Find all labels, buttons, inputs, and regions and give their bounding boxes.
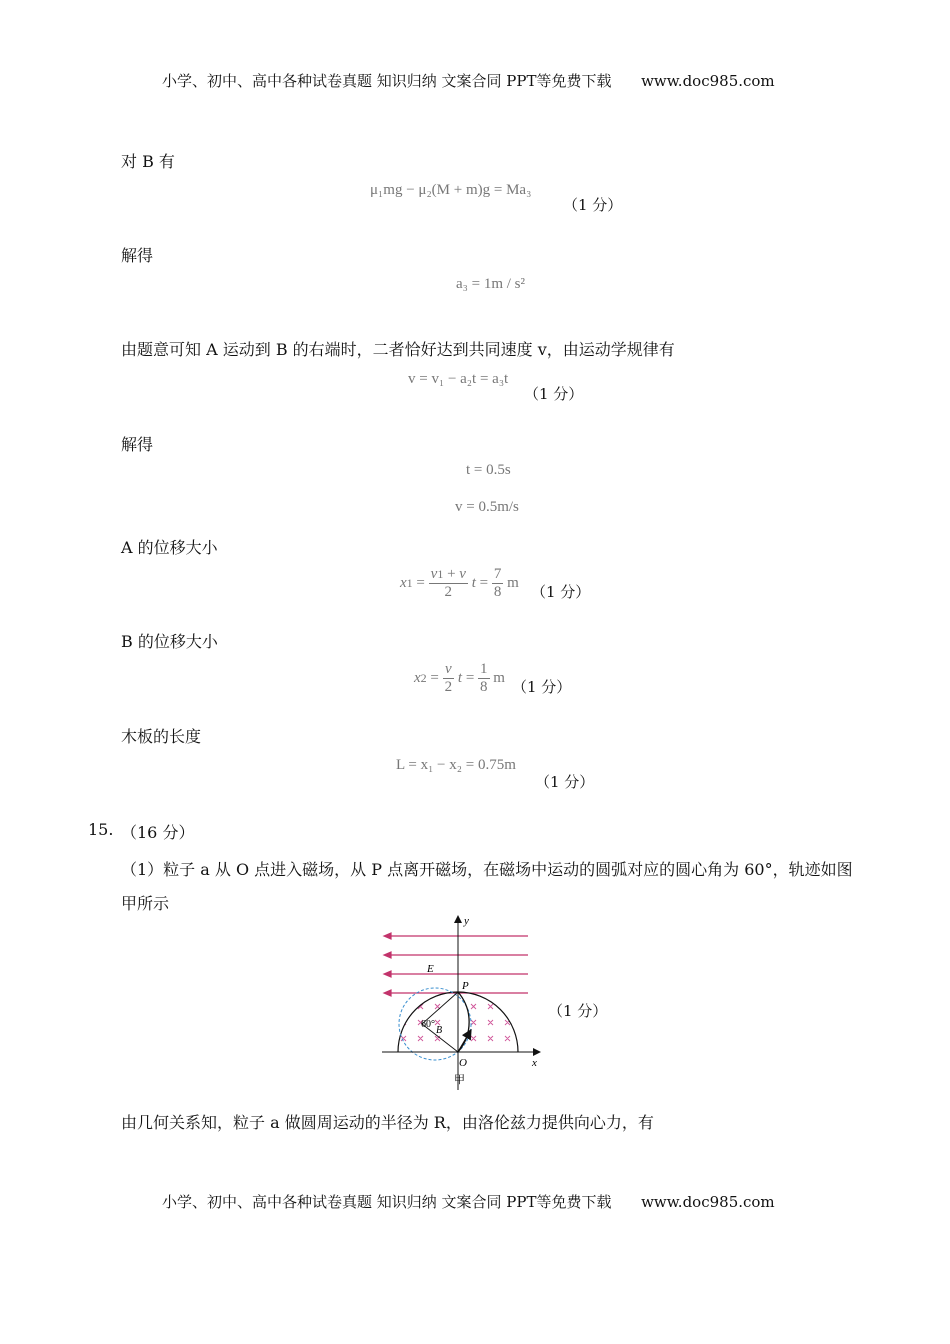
page-footer	[162, 1191, 775, 1212]
score-label: （1 分）	[563, 196, 623, 214]
equation-time: t = 0.5s	[466, 462, 511, 478]
score-label: （1 分）	[512, 678, 572, 696]
text-for-b: 对 B 有	[121, 152, 175, 171]
text-a-displacement: A 的位移大小	[121, 538, 218, 557]
score-label: （1 分）	[548, 1002, 608, 1020]
footer-text: 小学、初中、高中各种试卷真题 知识归纳 文案合同 PPT等免费下载	[162, 1193, 612, 1211]
text-geometry-relation: 由几何关系知，粒子 a 做圆周运动的半径为 R，由洛伦兹力提供向心力，有	[121, 1113, 654, 1132]
score-label: （1 分）	[531, 583, 591, 601]
score-label: （1 分）	[535, 773, 595, 791]
equation-force-b: μ₁mg − μ₂(M + m)g = Ma₃	[370, 182, 532, 198]
q15-part1-cont: 甲所示	[121, 894, 170, 913]
equation-velocity: v = v₁ − a₂t = a₃t	[408, 371, 509, 387]
equation-length: L = x₁ − x₂ = 0.75m	[396, 757, 516, 773]
figure-magnetic-field	[376, 912, 546, 1092]
equation-a3: a₃ = 1m / s²	[456, 276, 526, 292]
header-url: www.doc985.com	[641, 72, 775, 90]
q15-part1-text: （1）粒子 a 从 O 点进入磁场，从 P 点离开磁场，在磁场中运动的圆弧对应的圆心角为 60°，轨迹如图	[121, 860, 853, 879]
footer-url: www.doc985.com	[641, 1193, 775, 1211]
label-b: B	[436, 1025, 443, 1036]
equation-x1: x1 = $\frac{v1 + v}{2}$ t = $\frac{7}{8}$ m	[400, 566, 519, 601]
question-number: 15.	[88, 820, 114, 839]
equation-x2: x2 = $\frac{v}{2}$ t = $\frac{1}{8}$ m	[414, 661, 505, 696]
header-text: 小学、初中、高中各种试卷真题 知识归纳 文案合同 PPT等免费下载	[162, 72, 612, 90]
text-solve: 解得	[121, 246, 154, 265]
equation-v: v = 0.5m/s	[455, 499, 519, 515]
label-p: P	[462, 980, 469, 992]
page-header	[162, 70, 775, 91]
velocity-arrow	[458, 1030, 471, 1052]
text-common-velocity: 由题意可知 A 运动到 B 的右端时，二者恰好达到共同速度 v，由运动学规律有	[121, 340, 675, 359]
label-y: y	[464, 915, 469, 927]
label-e: E	[427, 963, 434, 975]
figure-caption: 甲	[454, 1074, 465, 1086]
text-board-length: 木板的长度	[121, 727, 202, 746]
label-x: x	[532, 1057, 537, 1069]
electric-field-lines	[384, 933, 528, 996]
text-solve: 解得	[121, 435, 154, 454]
score-label: （1 分）	[524, 385, 584, 403]
magnetic-field-crosses	[401, 1004, 510, 1041]
label-o: O	[459, 1057, 467, 1069]
question-points: （16 分）	[121, 823, 195, 842]
label-angle: 60°	[421, 1019, 435, 1030]
text-b-displacement: B 的位移大小	[121, 632, 218, 651]
